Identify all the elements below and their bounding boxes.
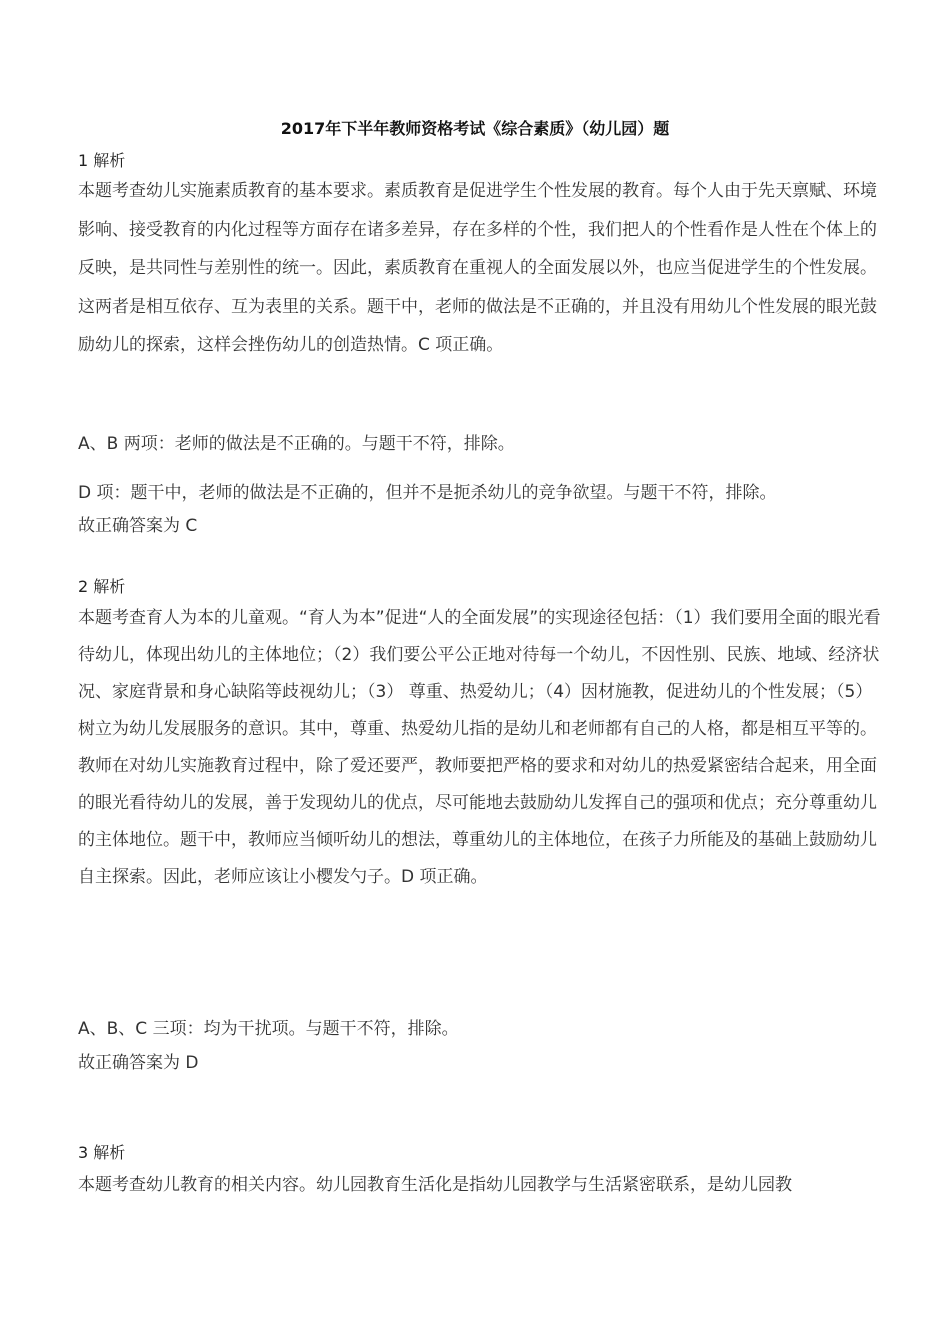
section-3-body: 本题考查幼儿教育的相关内容。幼儿园教育生活化是指幼儿园教学与生活紧密联系，是幼儿园教 bbox=[78, 1175, 792, 1195]
section-1-exclusion-d: D 项：题干中，老师的做法是不正确的，但并不是扼杀幼儿的竞争欲望。与题干不符，排除。 bbox=[78, 483, 777, 503]
section-1-exclusion-ab: A、B 两项：老师的做法是不正确的。与题干不符，排除。 bbox=[78, 434, 515, 454]
section-2-heading: 2 解析 bbox=[78, 577, 126, 596]
section-2-answer: 故正确答案为 D bbox=[78, 1053, 199, 1073]
page-title: 2017年下半年教师资格考试《综合素质》（幼儿园）题 bbox=[280, 119, 670, 138]
section-2-exclusion-abc: A、B、C 三项：均为干扰项。与题干不符，排除。 bbox=[78, 1019, 459, 1039]
section-1-answer: 故正确答案为 C bbox=[78, 516, 198, 536]
section-2-body: 本题考查育人为本的儿童观。“育人为本”促进“人的全面发展”的实现途径包括：（1）我们要用全面的眼光看待幼儿，体现出幼儿的主体地位；（2）我们要公平公正地对待每一个幼儿，不因性别、民族、地域、经济状况、家庭背景和身心缺陷等歧视幼儿；（3） 尊重、热爱幼儿；（4）因材施教，促进幼儿的个性发展；（5）树立为幼儿发展服务的意识。其中，尊重、热爱幼儿指的是幼儿和老师都有自己的人格，都是相互平等的。教师在对幼儿实施教育过程中，除了爱还要严，教师要把严格的要求和对幼儿的热爱紧密结合起来，用全面的眼光看待幼儿的发展，善于发现幼儿的优点，尽可能地去鼓励幼儿发挥自己的强项和优点；充分尊重幼儿的主体地位。题干中，教师应当倾听幼儿的想法，尊重幼儿的主体地位，在孩子力所能及的基础上鼓励幼儿自主探索。因此，老师应该让小樱发勺子。D 项正确。 bbox=[78, 608, 881, 887]
section-1-body: 本题考查幼儿实施素质教育的基本要求。素质教育是促进学生个性发展的教育。每个人由于先天禀赋、环境影响、接受教育的内化过程等方面存在诸多差异，存在多样的个性，我们把人的个性看作是人性在个体上的反映，是共同性与差别性的统一。因此，素质教育在重视人的全面发展以外，也应当促进学生的个性发展。这两者是相互依存、互为表里的关系。题干中，老师的做法是不正确的，并且没有用幼儿个性发展的眼光鼓励幼儿的探索，这样会挫伤幼儿的创造热情。C 项正确。 bbox=[78, 181, 877, 355]
section-3-heading: 3 解析 bbox=[78, 1143, 126, 1162]
section-1-heading: 1 解析 bbox=[78, 151, 126, 170]
